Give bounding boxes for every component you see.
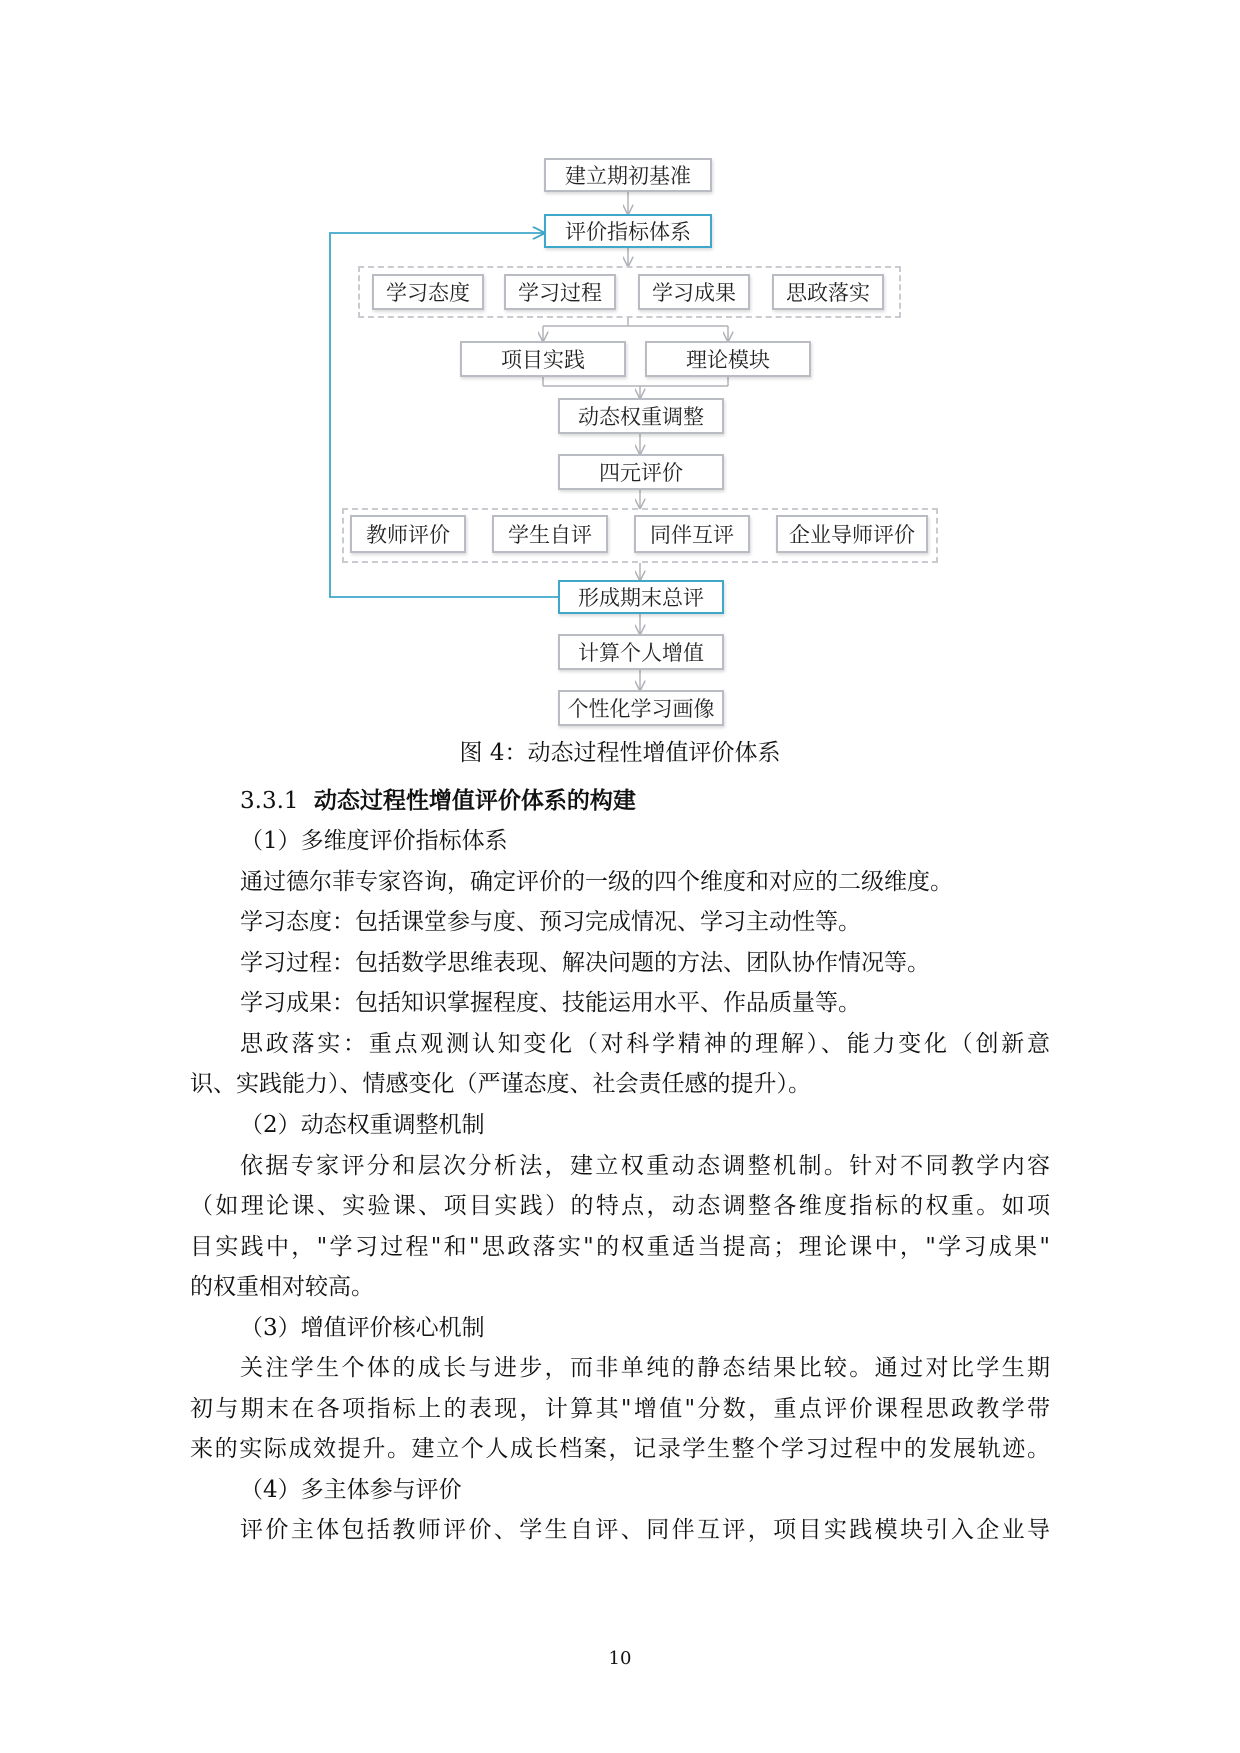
node-value-added: 计算个人增值 [558, 634, 724, 670]
node-process: 学习过程 [504, 274, 616, 310]
node-project-practice: 项目实践 [460, 341, 626, 377]
page-number: 10 [608, 1648, 632, 1669]
node-portrait: 个性化学习画像 [558, 690, 724, 726]
body-line: 识、实践能力）、情感变化（严谨态度、社会责任感的提升）。 [190, 1071, 811, 1097]
body-line: 来的实际成效提升。建立个人成长档案，记录学生整个学习过程中的发展轨迹。 [190, 1436, 1050, 1462]
subheading-3: （3）增值评价核心机制 [240, 1315, 485, 1341]
body-line: 的权重相对较高。 [190, 1274, 374, 1300]
node-theory-module: 理论模块 [645, 341, 811, 377]
node-self-eval: 学生自评 [492, 515, 608, 553]
flowchart-figure [0, 0, 1240, 740]
body-line: 依据专家评分和层次分析法，建立权重动态调整机制。针对不同教学内容 [240, 1153, 1050, 1179]
subheading-4: （4）多主体参与评价 [240, 1477, 462, 1503]
figure-caption: 图 4：动态过程性增值评价体系 [459, 740, 781, 766]
body-line: 评价主体包括教师评价、学生自评、同伴互评，项目实践模块引入企业导 [240, 1517, 1050, 1543]
node-teacher-eval: 教师评价 [350, 515, 466, 553]
body-line: 学习成果：包括知识掌握程度、技能运用水平、作品质量等。 [240, 990, 861, 1016]
body-line: 思政落实：重点观测认知变化（对科学精神的理解）、能力变化（创新意 [240, 1031, 1050, 1057]
node-peer-eval: 同伴互评 [634, 515, 750, 553]
section-title: 动态过程性增值评价体系的构建 [313, 788, 636, 814]
node-attitude: 学习态度 [372, 274, 484, 310]
section-number: 3.3.1 [240, 788, 299, 814]
body-line: 目实践中，"学习过程"和"思政落实"的权重适当提高；理论课中，"学习成果" [190, 1234, 1050, 1260]
body-line: 学习态度：包括课堂参与度、预习完成情况、学习主动性等。 [240, 909, 861, 935]
node-dynamic-weight: 动态权重调整 [558, 398, 724, 434]
node-mentor-eval: 企业导师评价 [776, 515, 928, 553]
body-line: 通过德尔菲专家咨询，确定评价的一级的四个维度和对应的二级维度。 [240, 869, 953, 895]
node-ideology: 思政落实 [772, 274, 884, 310]
body-line: 学习过程：包括数学思维表现、解决问题的方法、团队协作情况等。 [240, 950, 930, 976]
body-line: 关注学生个体的成长与进步，而非单纯的静态结果比较。通过对比学生期 [240, 1355, 1050, 1381]
subheading-1: （1）多维度评价指标体系 [240, 828, 508, 854]
body-line: 初与期末在各项指标上的表现，计算其"增值"分数，重点评价课程思政教学带 [190, 1396, 1050, 1422]
node-outcome: 学习成果 [638, 274, 750, 310]
node-four-eval: 四元评价 [558, 454, 724, 490]
body-line: （如理论课、实验课、项目实践）的特点，动态调整各维度指标的权重。如项 [190, 1193, 1050, 1219]
node-index-system: 评价指标体系 [544, 214, 712, 248]
node-final-eval: 形成期末总评 [558, 580, 724, 614]
subheading-2: （2）动态权重调整机制 [240, 1112, 485, 1138]
node-baseline: 建立期初基准 [544, 158, 712, 192]
section-heading [240, 786, 1050, 816]
